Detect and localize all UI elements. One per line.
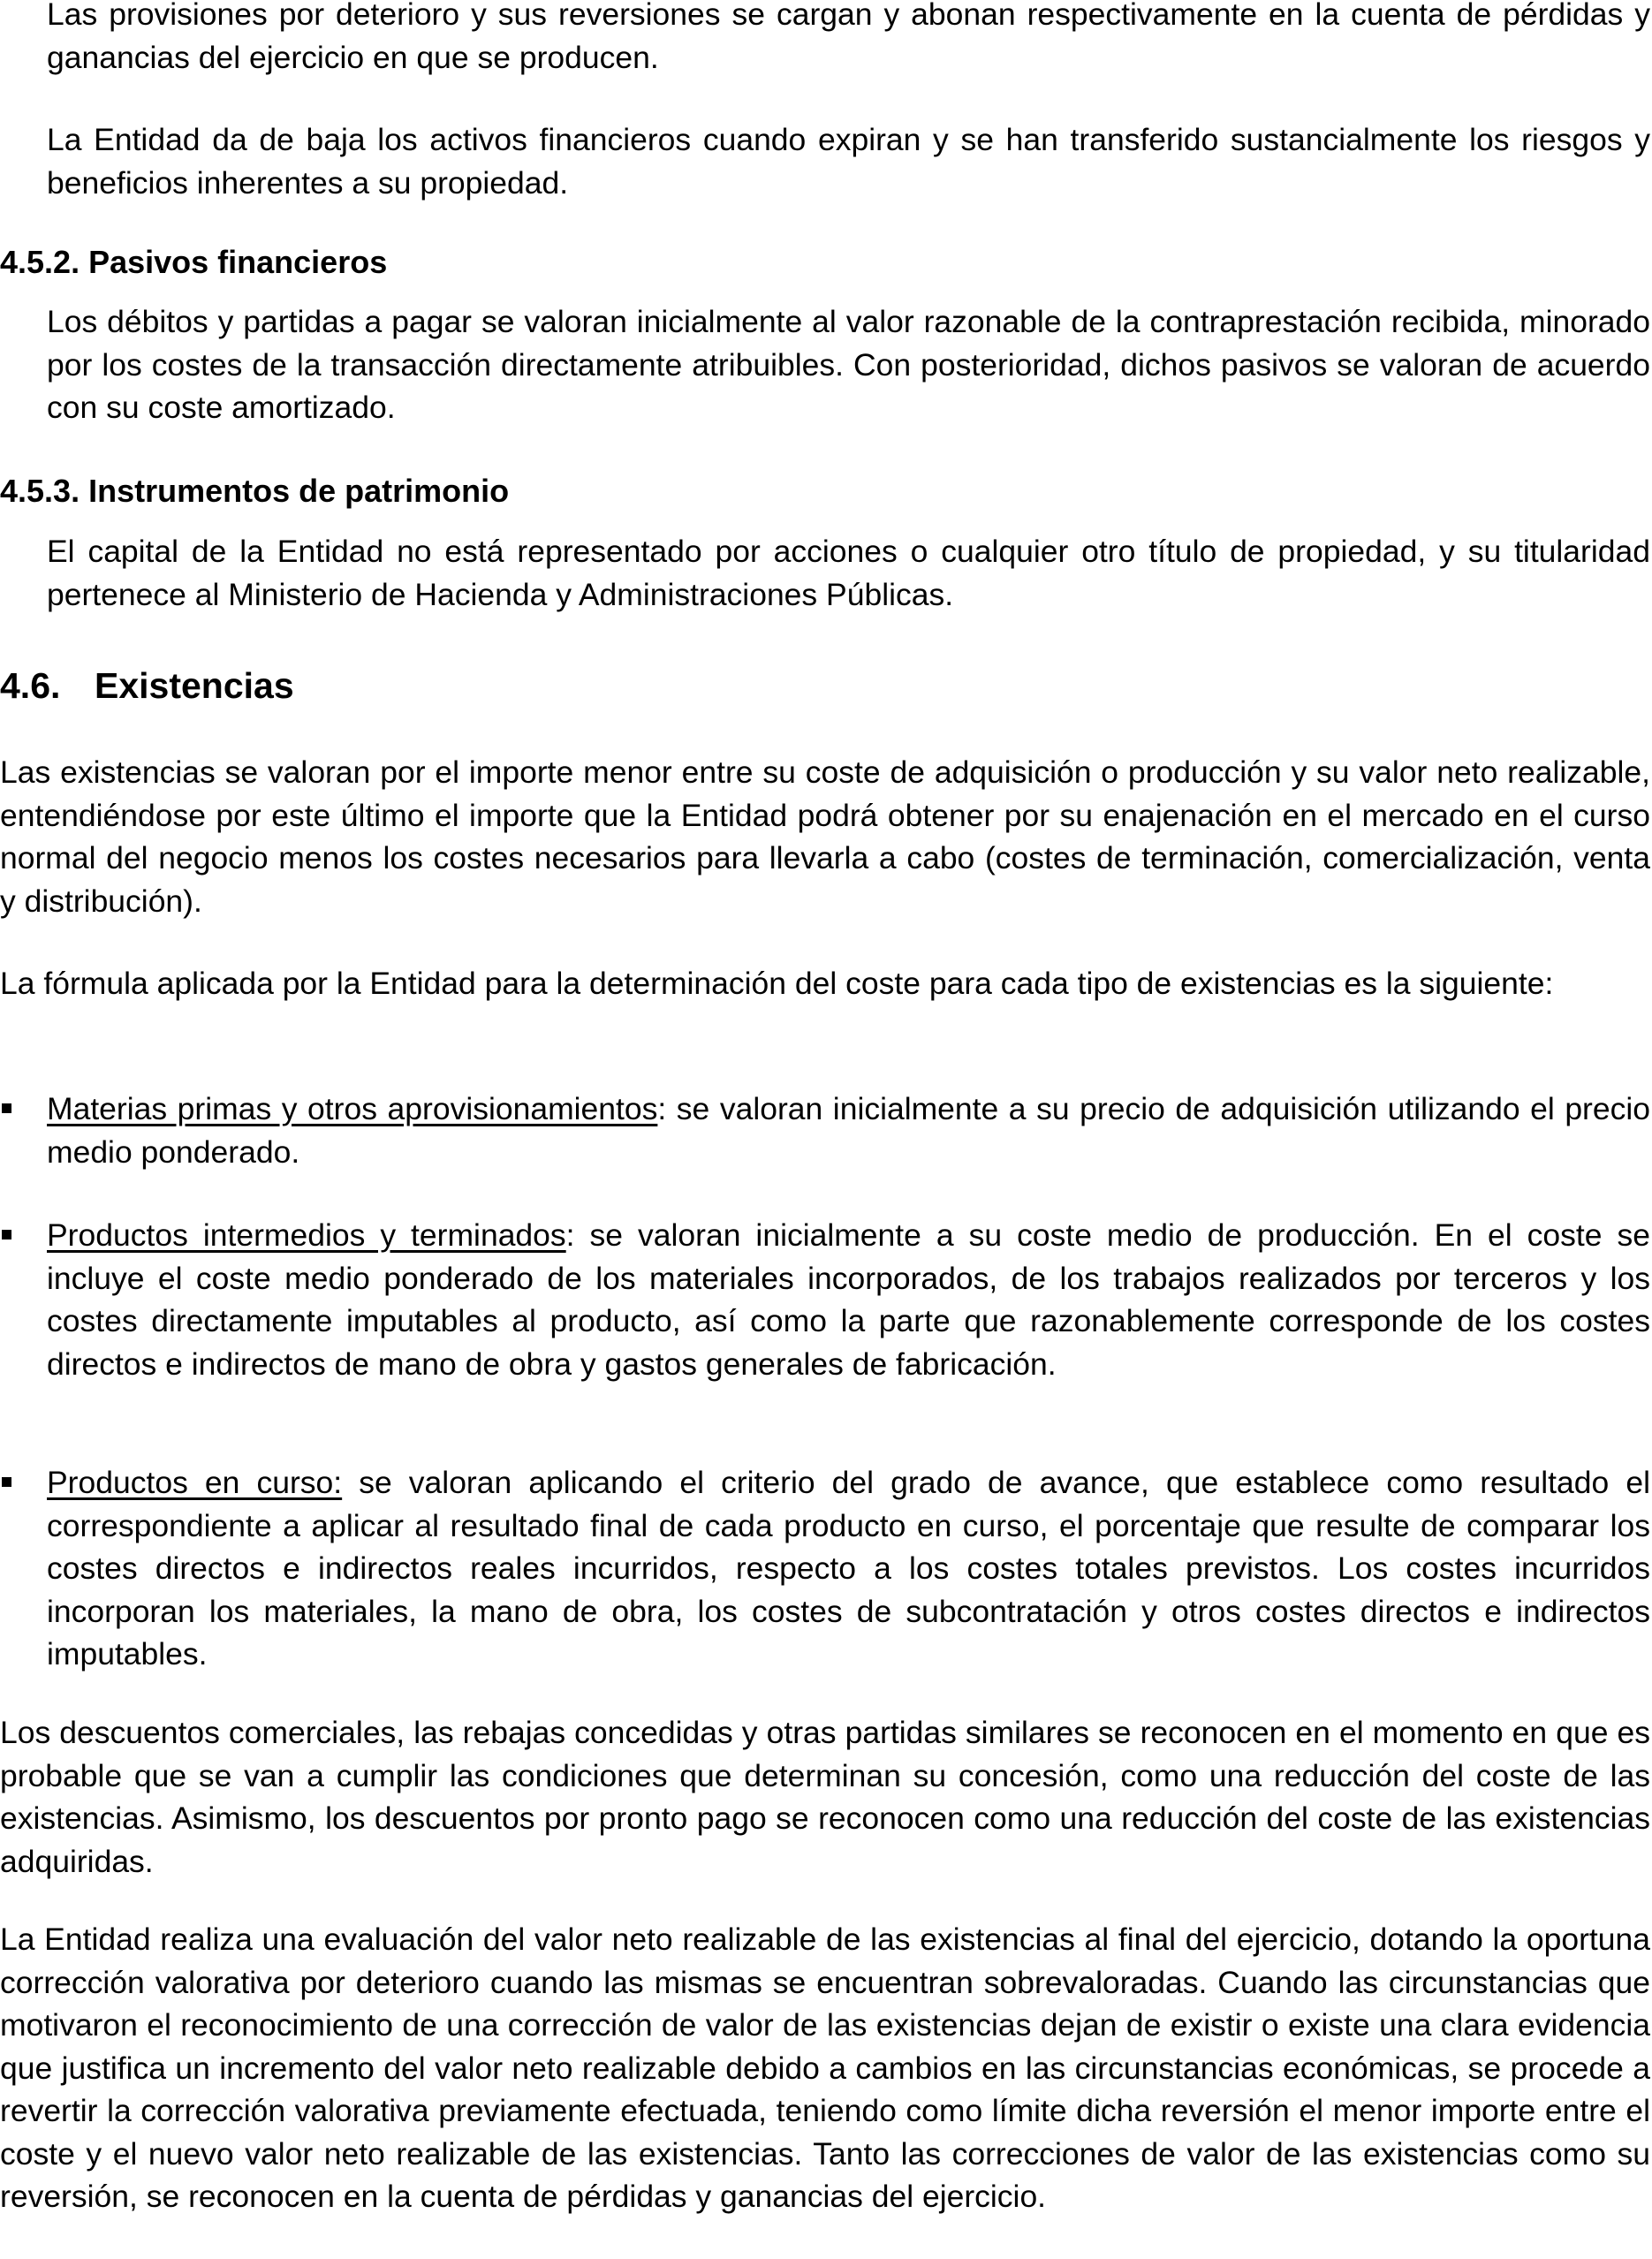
bullet-marker bbox=[2, 1103, 11, 1113]
paragraph-instrumentos-patrimonio: El capital de la Entidad no está representado por acciones o cualquier otro título de propiedad, y su titularidad pertenece al Ministerio de Hacienda y Administraciones Públicas. bbox=[47, 534, 1650, 612]
paragraph-existencias-intro: Las existencias se valoran por el importe menor entre su coste de adquisición o producción y su valor neto realizable, entendiéndose por este último el importe que la Entidad podrá obtener por su enajenación en el mercado en el curso normal del negocio menos los costes necesarios para llevarla a cabo (costes de terminación, comercialización, venta y distribución). bbox=[0, 754, 1650, 919]
bullet-term: Productos intermedios y terminados bbox=[47, 1217, 566, 1253]
section-number: 4.6. bbox=[0, 665, 61, 706]
bullet-text: : se valoran inicialmente a su precio de adquisición utilizando el precio medio ponderado. bbox=[47, 1091, 1651, 1170]
paragraph-evaluacion: La Entidad realiza una evaluación del valor neto realizable de las existencias al final del ejercicio, dotando la oportuna corrección valorativa por deterioro cuando las mismas se encuentran sobrevaloradas. Cuando las circunstancias que motivaron el reconocimiento de una corrección de valor de las existencias dejan de existir o existe una clara evidencia que justifica un incremento del valor neto realizable debido a cambios en las circunstancias económicas, se procede a revertir la corrección valorativa previamente efectuada, teniendo como límite dicha reversión el menor importe entre el coste y el nuevo valor neto realizable de las existencias. Tanto las correcciones de valor de las existencias como su reversión, se reconocen en la cuenta de pérdidas y ganancias del ejercicio. bbox=[0, 1922, 1650, 2214]
heading-pasivos-financieros: 4.5.2. Pasivos financieros bbox=[0, 244, 388, 280]
paragraph-descuentos: Los descuentos comerciales, las rebajas concedidas y otras partidas similares se reconocen en el momento en que es probable que se van a cumplir las condiciones que determinan su concesión, como una reducción del coste de las existencias. Asimismo, los descuentos por pronto pago se reconocen como una reducción del coste de las existencias adquiridas. bbox=[0, 1715, 1650, 1879]
bullet-marker bbox=[2, 1477, 11, 1487]
bullet-item-productos-en-curso bbox=[47, 1461, 1650, 1676]
paragraph-baja-activos: La Entidad da de baja los activos financieros cuando expiran y se han transferido sustancialmente los riesgos y beneficios inherentes a su propiedad. bbox=[47, 122, 1650, 201]
heading-instrumentos-patrimonio: 4.5.3. Instrumentos de patrimonio bbox=[0, 473, 510, 509]
heading-existencias bbox=[0, 663, 294, 709]
section-title: Existencias bbox=[95, 665, 294, 706]
bullet-term: Productos en curso: bbox=[47, 1465, 343, 1500]
bullet-term: Materias primas y otros aprovisionamientos bbox=[47, 1091, 658, 1126]
bullet-text: se valoran aplicando el criterio del grado de avance, que establece como resultado el correspondiente a aplicar al resultado final de cada producto en curso, el porcentaje que resulte de comparar los costes directos e indirectos reales incurridos, respecto a los costes totales previstos. Los costes incurridos incorporan los materiales, la mano de obra, los costes de subcontratación y otros costes directos e indirectos imputables. bbox=[47, 1465, 1650, 1672]
bullet-marker bbox=[2, 1230, 11, 1239]
paragraph-provisiones: Las provisiones por deterioro y sus reversiones se cargan y abonan respectivamente en la cuenta de pérdidas y ganancias del ejercicio en que se producen. bbox=[47, 0, 1650, 75]
bullet-item-materias-primas bbox=[47, 1088, 1650, 1173]
bullet-item-productos-terminados bbox=[47, 1214, 1650, 1385]
bullet-text: : se valoran inicialmente a su coste medio de producción. En el coste se incluye el coste medio ponderado de los materiales incorporados, de los trabajos realizados por terceros y los costes directamente imputables al producto, así como la parte que razonablemente corresponde de los costes directos e indirectos de mano de obra y gastos generales de fabricación. bbox=[47, 1217, 1650, 1382]
paragraph-pasivos-financieros: Los débitos y partidas a pagar se valoran inicialmente al valor razonable de la contraprestación recibida, minorado por los costes de la transacción directamente atribuibles. Con posterioridad, dichos pasivos se valoran de acuerdo con su coste amortizado. bbox=[47, 304, 1650, 425]
paragraph-formula: La fórmula aplicada por la Entidad para la determinación del coste para cada tipo de existencias es la siguiente: bbox=[0, 966, 1554, 1001]
